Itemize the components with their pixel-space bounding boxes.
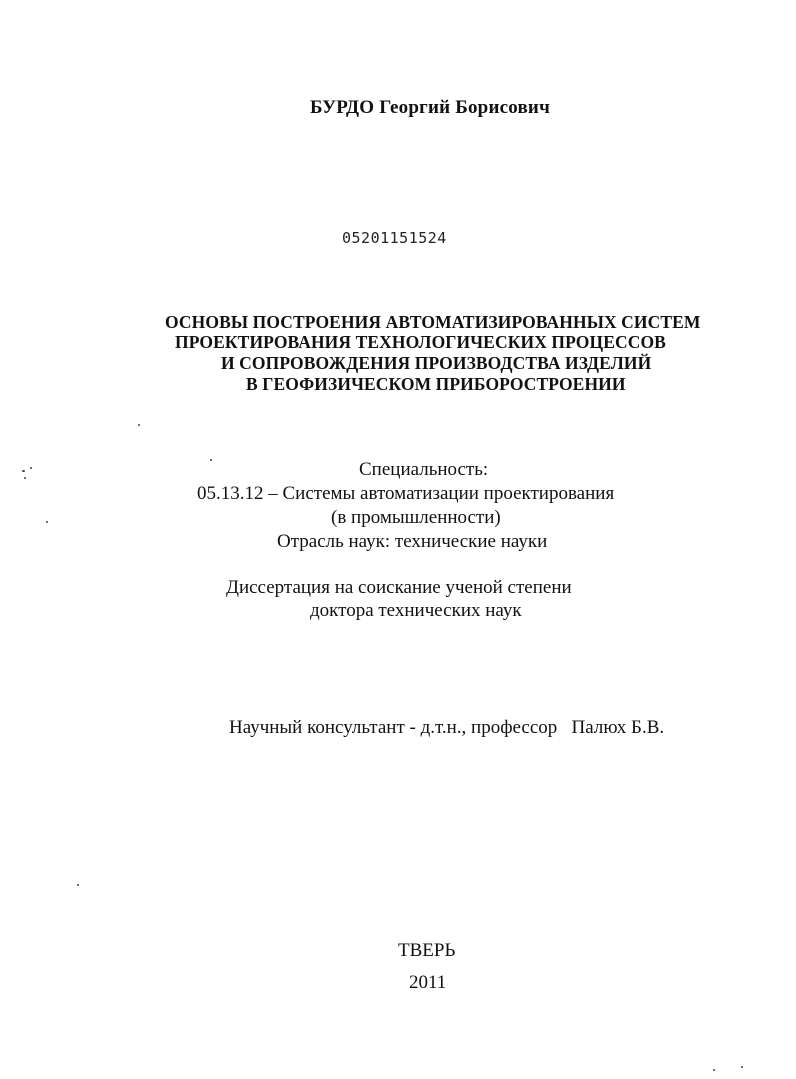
title-line-4: В ГЕОФИЗИЧЕСКОМ ПРИБОРОСТРОЕНИИ — [246, 374, 626, 394]
scan-speck — [46, 521, 48, 523]
registration-number: 05201151524 — [342, 229, 447, 247]
science-branch: Отрасль наук: технические науки — [277, 531, 548, 552]
year: 2011 — [409, 972, 447, 993]
scan-speck — [210, 459, 212, 461]
scan-speck — [77, 884, 79, 886]
title-line-2: ПРОЕКТИРОВАНИЯ ТЕХНОЛОГИЧЕСКИХ ПРОЦЕССОВ — [175, 332, 666, 352]
title-line-1: ОСНОВЫ ПОСТРОЕНИЯ АВТОМАТИЗИРОВАННЫХ СИСТЕМ — [165, 312, 701, 332]
specialty-label: Специальность: — [359, 459, 489, 480]
scientific-consultant: Научный консультант - д.т.н., профессор Палюх Б.В. — [229, 717, 665, 738]
city: ТВЕРЬ — [398, 940, 456, 961]
specialty-code: 05.13.12 – Системы автоматизации проектирования — [197, 483, 615, 504]
dissertation-line-1: Диссертация на соискание ученой степени — [226, 577, 572, 598]
scan-speck — [30, 467, 32, 469]
scan-speck — [22, 470, 25, 472]
scan-speck — [24, 477, 26, 479]
specialty-qualifier: (в промышленности) — [331, 507, 501, 528]
scan-speck — [713, 1069, 715, 1071]
author-name: БУРДО Георгий Борисович — [310, 97, 550, 118]
scan-speck — [741, 1066, 743, 1068]
dissertation-line-2: доктора технических наук — [310, 600, 522, 621]
scan-speck — [138, 424, 140, 426]
title-line-3: И СОПРОВОЖДЕНИЯ ПРОИЗВОДСТВА ИЗДЕЛИЙ — [221, 353, 652, 373]
